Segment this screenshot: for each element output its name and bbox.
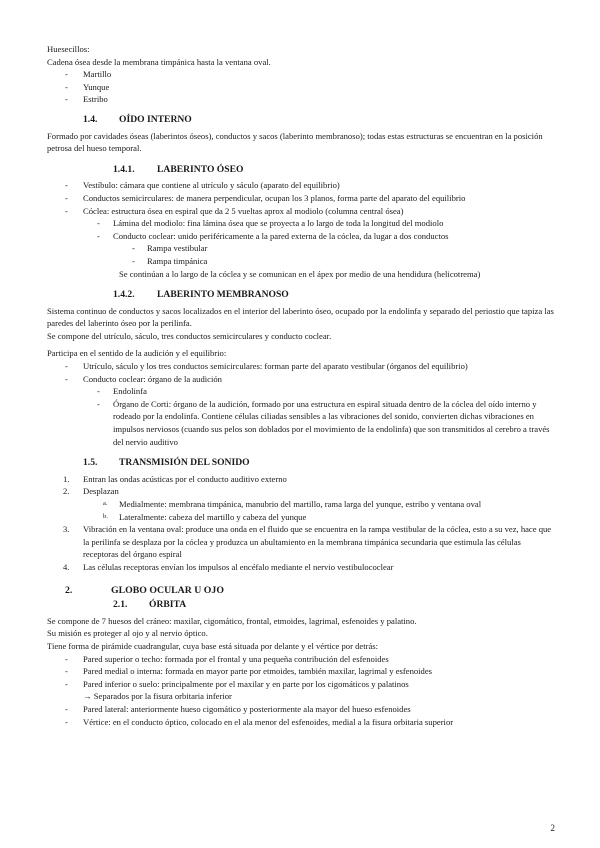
paragraph: Formado por cavidades óseas (laberintos óseos), conductos y sacos (laberinto membranoso); todas estas estructuras se encuentran en la posición petrosa del hueso temporal. (47, 130, 543, 154)
list-item: - Pared medial o interna: formada en mayor parte por etmoides, también maxilar, lagrimal y esfenoides (65, 666, 433, 677)
list-item: - Pared superior o techo: formada por el frontal y una pequeña contribución del esfenoides (65, 653, 389, 664)
list-item: - Cóclea: estructura ósea en espiral que da 2 5 vueltas aprox al modiolo (columna central ósea) (65, 205, 404, 216)
list-item: - Conductos semicirculares: de manera perpendicular, ocupan los 3 planos, forma parte del aparato del equilibrio (65, 192, 466, 203)
list-item: - Rampa timpánica (132, 255, 208, 266)
paragraph: Su misión es proteger al ojo y al nervio óptico. (47, 628, 208, 639)
list-item: - Martillo (65, 69, 112, 80)
list-item: - Pared inferior o suelo: principalmente por el maxilar y en parte por los cigomáticos y palatinos (65, 678, 409, 689)
intro-title: Huesecillos: (47, 44, 90, 54)
list-item: 1. Entran las ondas acústicas por el conducto auditivo externo (63, 473, 287, 484)
list-item: 4. Las células receptoras envían los impulsos al encéfalo mediante el nervio vestibulococlear (63, 561, 394, 572)
list-item: 3. Vibración en la ventana oval: produce una onda en el fluido que se encuentra en la rampa vestibular de la cóclea, esto a su vez, hace que la perilinfa se desplaza por la cóclea y produzca un abultamiento en la membrana timpánica secundaria que estimula las células receptoras del órgano espiral (63, 524, 552, 560)
section-heading-1-5: 1.5. TRANSMISIÓN DEL SONIDO (83, 457, 250, 469)
list-item: - Vértice: en el conducto óptico, colocado en el ala menor del esfenoides, medial a la fisura orbitaria superior (65, 716, 454, 727)
paragraph: Tiene forma de pirámide cuadrangular, cuya base está situada por delante y el vértice por detrás: (47, 640, 379, 651)
page-number: 2 (550, 823, 555, 833)
list-item: 2. Desplazan (63, 486, 119, 497)
paragraph: Se compone de 7 huesos del cráneo: maxilar, cigomático, frontal, etmoides, lagrimal, esfenoides y palatino. (47, 615, 417, 626)
list-item: - Pared lateral: anteriormente hueso cigomático y posteriormente ala mayor del hueso esfenoides (65, 703, 411, 714)
document-page (47, 43, 557, 728)
section-heading-1-4-2: 1.4.2. LABERINTO MEMBRANOSO (113, 289, 289, 301)
list-item: - Estribo (65, 94, 108, 105)
list-item: b. Lateralmente: cabeza del martillo y cabeza del yunque (103, 511, 307, 522)
list-item: - Endolinfa (97, 386, 147, 397)
list-item: - Rampa vestibular (132, 243, 208, 254)
section-heading-2-1: 2.1. ÓRBITA (113, 599, 187, 611)
list-item: - Utrículo, sáculo y los tres conductos semicirculares: forman parte del aparato vestibular (órganos del equilibrio) (65, 361, 468, 372)
section-heading-2: 2. GLOBO OCULAR U OJO (65, 584, 224, 596)
list-item: - Órgano de Corti: órgano de la audición, formado por una estructura en espiral situada dentro de la cóclea del oído interno y rodeado por la endolinfa. Contiene células ciliadas sensibles a las vibraciones del sonido, convierten dichas vibraciones en impulsos nerviosos (cuando sus pelos son doblados por el movimiento de la endolinfa) que son transmitidos al cerebro a través del nervio auditivo (97, 398, 550, 447)
section-heading-1-4-1: 1.4.1. LABERINTO ÓSEO (113, 163, 244, 175)
list-item: - Lámina del modiolo: fina lámina ósea que se proyecta a lo largo de toda la longitud del modiolo (97, 218, 444, 229)
list-item-continuation: → Separados por la fisura orbitaria inferior (83, 691, 232, 702)
intro-description: Cadena ósea desde la membrana timpánica hasta la ventana oval. (47, 56, 271, 67)
list-item: - Conducto coclear: unido periféricamente a la pared externa de la cóclea, da lugar a dos conductos (97, 230, 449, 241)
list-item: - Vestíbulo: cámara que contiene al utrículo y sáculo (aparato del equilibrio) (65, 180, 340, 191)
list-item: - Yunque (65, 81, 110, 92)
paragraph: Se continúan a lo largo de la cóclea y se comunican en el ápex por medio de una hendidura (helicotrema) (119, 268, 481, 279)
list-item: - Conducto coclear: órgano de la audición (65, 373, 222, 384)
section-heading-1-4: 1.4. OÍDO INTERNO (83, 113, 192, 125)
list-item: a. Medialmente: membrana timpánica, manubrio del martillo, rama larga del yunque, estribo y ventana oval (103, 499, 482, 509)
paragraph: Sistema continuo de conductos y sacos localizados en el interior del laberinto óseo, ocupado por la endolinfa y separado del periostio que tapiza las paredes del laberinto óseo por la perilinfa. (47, 305, 554, 329)
paragraph: Participa en el sentido de la audición y el equilibrio: (47, 348, 227, 359)
paragraph: Se compone del utrículo, sáculo, tres conductos semicirculares y conducto coclear. (47, 330, 332, 341)
